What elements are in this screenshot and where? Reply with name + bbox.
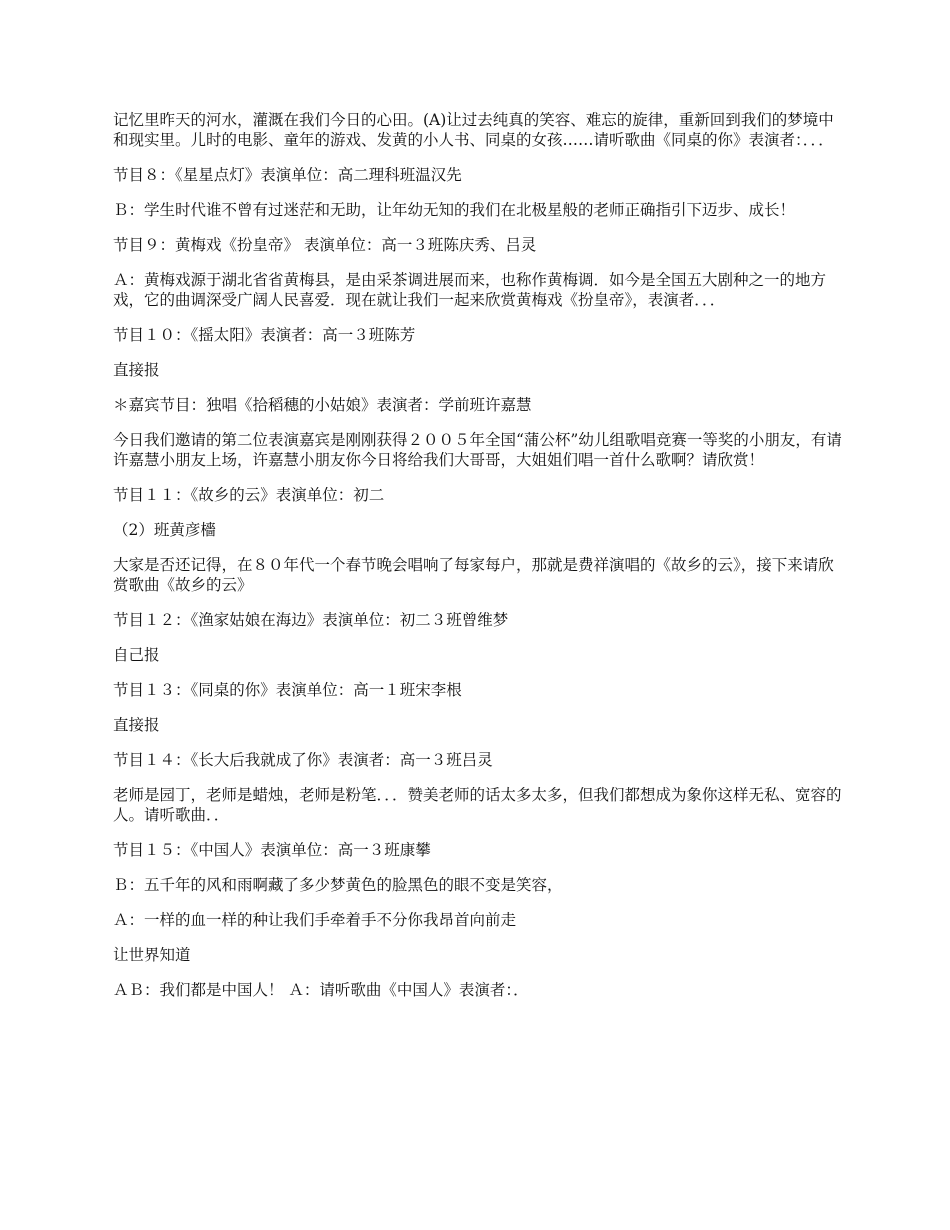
program-item-10: 节目１０：《摇太阳》表演者：高一３班陈芳	[113, 326, 416, 344]
program-item-12: 节目１２：《渔家姑娘在海边》表演单位：初二３班曾维梦	[113, 611, 509, 629]
paragraph-let-world-know: 让世界知道	[113, 946, 191, 964]
program-item-15: 节目１５：《中国人》表演单位：高一３班康攀	[113, 841, 431, 859]
note-direct-announce-2: 直接报	[113, 716, 160, 734]
program-item-9: 节目９：黄梅戏《扮皇帝》 表演单位：高一３班陈庆秀、吕灵	[113, 236, 537, 254]
program-item-13: 节目１３：《同桌的你》表演单位：高一１班宋李根	[113, 681, 462, 699]
paragraph-hosts-ab: ＡＢ：我们都是中国人！ Ａ：请听歌曲《中国人》表演者：．	[113, 981, 529, 999]
note-direct-announce-1: 直接报	[113, 361, 160, 379]
paragraph-host-a-2: Ａ：一样的血一样的种让我们手牵着手不分你我昂首向前走	[113, 911, 517, 929]
paragraph-teacher: 老师是园丁，老师是蜡烛，老师是粉笔．．．赞美老师的话太多太多，但我们都想成为象你这样无私、宽容的人。请听歌曲．．	[113, 786, 842, 824]
guest-program: ＊嘉宾节目：独唱《拾稻穗的小姑娘》表演者：学前班许嘉慧	[113, 396, 532, 414]
program-item-14: 节目１４：《长大后我就成了你》表演者：高一３班吕灵	[113, 751, 493, 769]
program-item-11: 节目１１：《故乡的云》表演单位：初二	[113, 486, 385, 504]
program-item-11-performer: （2）班黄彦檣	[113, 521, 216, 539]
paragraph-host-a-1: Ａ：黄梅戏源于湖北省省黄梅县，是由采茶调进展而来，也称作黄梅调．如今是全国五大剧种之一的地方戏，它的曲调深受广阔人民喜爱．现在就让我们一起来欣赏黄梅戏《扮皇帝》，表演者．．．	[113, 271, 827, 309]
document-page	[113, 110, 843, 1015]
paragraph-guest-intro: 今日我们邀请的第二位表演嘉宾是刚刚获得２００５年全国“蒲公杯”幼儿组歌唱竞赛一等奖的小朋友，有请许嘉慧小朋友上场，许嘉慧小朋友你今日将给我们大哥哥，大姐姐们唱一首什么歌啊？请欣赏！	[113, 431, 842, 469]
paragraph-host-b-1: Ｂ：学生时代谁不曾有过迷茫和无助，让年幼无知的我们在北极星般的老师正确指引下迈步、成长！	[113, 201, 796, 219]
note-self-announce: 自己报	[113, 646, 160, 664]
paragraph-hometown-cloud: 大家是否还记得，在８０年代一个春节晚会唱响了每家每户，那就是费祥演唱的《故乡的云》，接下来请欣赏歌曲《故乡的云》	[113, 556, 834, 594]
paragraph-host-b-2: Ｂ：五千年的风和雨啊藏了多少梦黄色的脸黑色的眼不变是笑容，	[113, 876, 563, 894]
paragraph-intro-song: 记忆里昨天的河水，灌溉在我们今日的心田。(A)让过去纯真的笑容、难忘的旋律，重新回到我们的梦境中和现实里。儿时的电影、童年的游戏、发黄的小人书、同桌的女孩……请听歌曲《同桌的你》表演者：．．．	[113, 111, 834, 149]
program-item-8: 节目８：《星星点灯》表演单位：高二理科班温汉先	[113, 166, 462, 184]
